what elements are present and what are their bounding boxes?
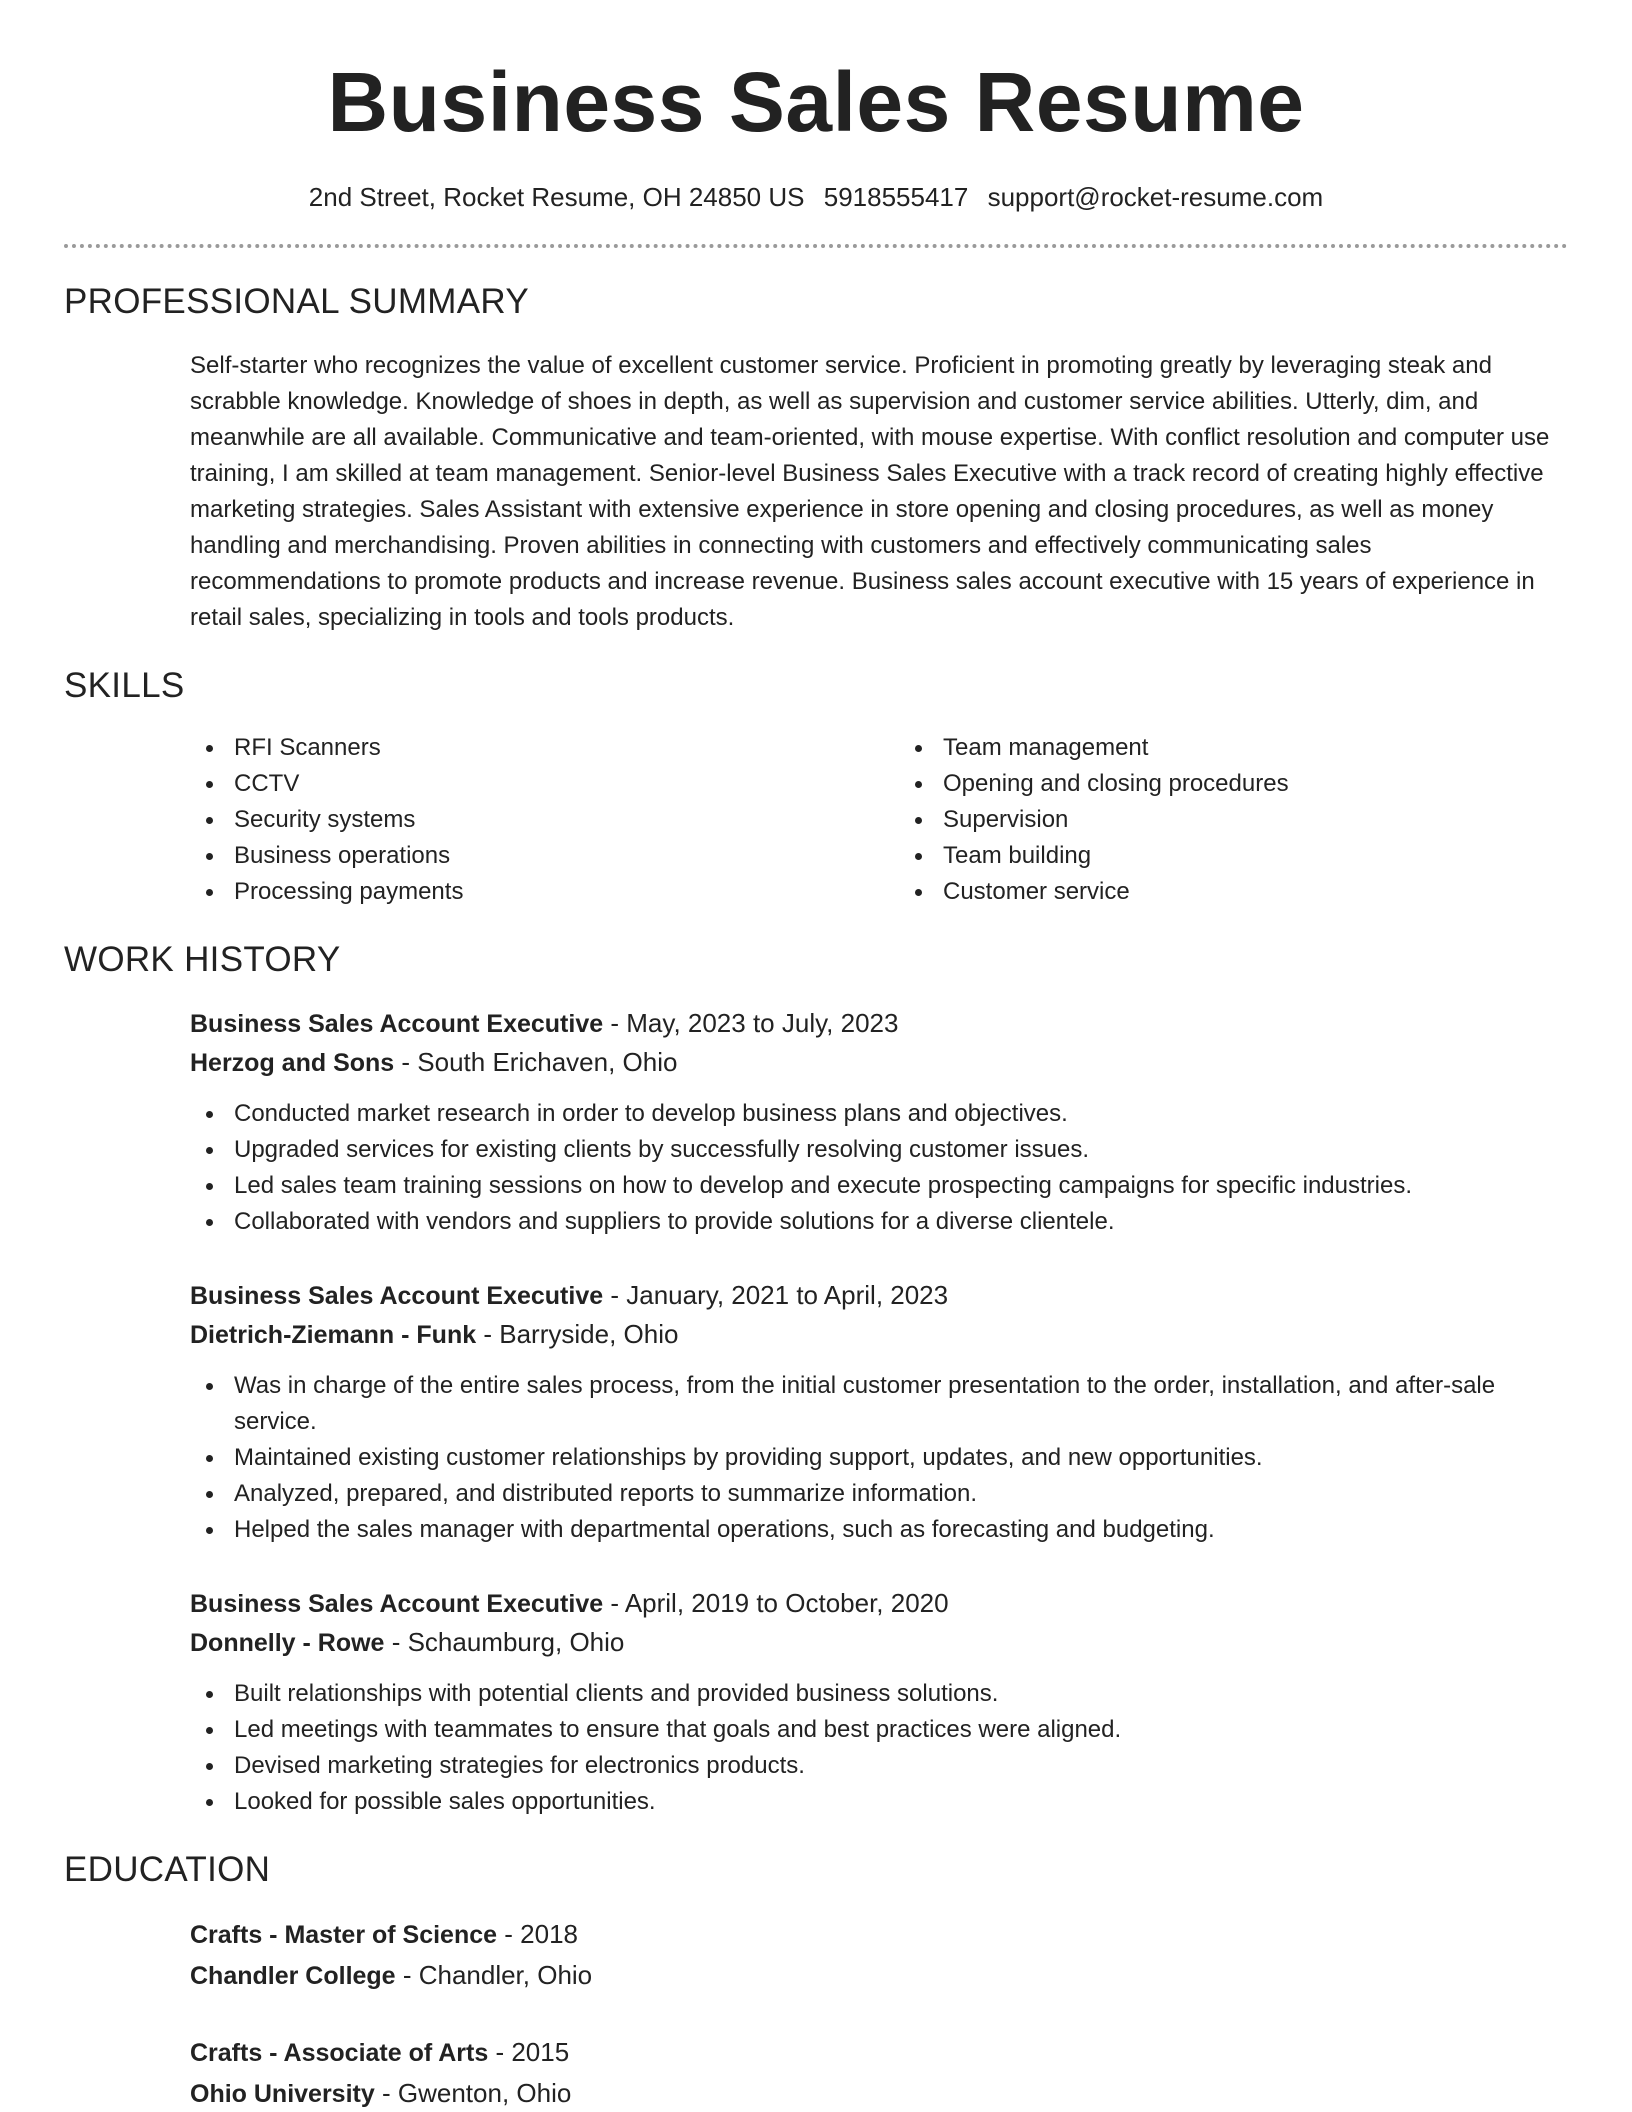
duty-item: Built relationships with potential clients and provided business solutions.	[190, 1676, 1568, 1712]
job-title-line: Business Sales Account Executive - January, 2021 to April, 2023	[190, 1280, 949, 1310]
duty-item: Collaborated with vendors and suppliers to provide solutions for a diverse clientele.	[190, 1204, 1568, 1240]
school: Chandler College	[190, 1962, 396, 1990]
summary-section	[64, 282, 1568, 636]
school-line: Chandler College - Chandler, Ohio	[190, 1960, 593, 1990]
education-entry	[190, 1914, 1568, 1996]
job-title-line: Business Sales Account Executive - May, 2023 to July, 2023	[190, 1008, 899, 1038]
skill-item: Team management	[899, 730, 1568, 766]
skill-item: Opening and closing procedures	[899, 766, 1568, 802]
job-entry	[190, 1276, 1568, 1548]
degree: Crafts - Master of Science	[190, 1921, 498, 1949]
skill-item: CCTV	[190, 766, 859, 802]
duty-item: Led sales team training sessions on how to develop and execute prospecting campaigns for specific industries.	[190, 1168, 1568, 1204]
duty-item: Helped the sales manager with departmental operations, such as forecasting and budgeting.	[190, 1512, 1568, 1548]
skill-item: Customer service	[899, 874, 1568, 910]
job-location: South Erichaven, Ohio	[417, 1047, 678, 1077]
education-heading: EDUCATION	[64, 1850, 271, 1889]
summary-text: Self-starter who recognizes the value of excellent customer service. Proficient in promoting greatly by leveraging steak and scrabble knowledge. Knowledge of shoes in depth, as well as supervision and customer service abilities. Utterly, dim, and meanwhile are all available. Communicative and team-oriented, with mouse expertise. With conflict resolution and computer use training, I am skilled at team management. Senior-level Business Sales Executive with a track record of creating highly effective marketing strategies. Sales Assistant with extensive experience in store opening and closing procedures, as well as money handling and merchandising. Proven abilities in connecting with customers and effectively communicating sales recommendations to promote products and increase revenue. Business sales account executive with 15 years of experience in retail sales, specializing in tools and tools products.	[190, 352, 1550, 631]
degree: Crafts - Associate of Arts	[190, 2039, 489, 2067]
header-divider	[64, 244, 1568, 248]
job-role: Business Sales Account Executive	[190, 1010, 604, 1038]
job-duties	[190, 1096, 1568, 1240]
degree-line: Crafts - Associate of Arts - 2015	[190, 2037, 570, 2067]
job-company-line: Dietrich-Ziemann - Funk - Barryside, Ohio	[190, 1319, 679, 1349]
duty-item: Maintained existing customer relationships by providing support, updates, and new opportunities.	[190, 1440, 1568, 1476]
contact-address: 2nd Street, Rocket Resume, OH 24850 US	[308, 182, 805, 212]
job-location: Schaumburg, Ohio	[407, 1627, 625, 1657]
job-company: Donnelly - Rowe	[190, 1629, 385, 1657]
job-location: Barryside, Ohio	[499, 1319, 679, 1349]
skills-section	[64, 666, 1568, 910]
job-entry	[190, 1584, 1568, 1820]
work-section	[64, 940, 1568, 1820]
duty-item: Upgraded services for existing clients by successfully resolving customer issues.	[190, 1132, 1568, 1168]
summary-heading: PROFESSIONAL SUMMARY	[64, 282, 529, 321]
degree-year: 2018	[520, 1919, 578, 1949]
job-company-line: Donnelly - Rowe - Schaumburg, Ohio	[190, 1627, 625, 1657]
skills-list-left	[190, 730, 859, 910]
school-location: Chandler, Ohio	[418, 1960, 593, 1990]
skills-list-right	[899, 730, 1568, 910]
duty-item: Looked for possible sales opportunities.	[190, 1784, 1568, 1820]
school-location: Gwenton, Ohio	[397, 2078, 572, 2108]
job-title-line: Business Sales Account Executive - April, 2019 to October, 2020	[190, 1588, 949, 1618]
contact-line	[64, 180, 1568, 214]
education-entry	[190, 2032, 1568, 2112]
skill-item: Supervision	[899, 802, 1568, 838]
job-dates: January, 2021 to April, 2023	[626, 1280, 949, 1310]
skill-item: Security systems	[190, 802, 859, 838]
job-role: Business Sales Account Executive	[190, 1282, 604, 1310]
duty-item: Conducted market research in order to develop business plans and objectives.	[190, 1096, 1568, 1132]
school: Ohio University	[190, 2080, 375, 2108]
skill-item: Business operations	[190, 838, 859, 874]
education-section	[64, 1850, 1568, 2112]
skills-heading: SKILLS	[64, 666, 185, 705]
job-duties	[190, 1368, 1568, 1548]
skill-item: Team building	[899, 838, 1568, 874]
duty-item: Was in charge of the entire sales process, from the initial customer presentation to the order, installation, and after-sale service.	[190, 1368, 1568, 1440]
degree-line: Crafts - Master of Science - 2018	[190, 1919, 578, 1949]
resume-title: Business Sales Resume	[327, 55, 1305, 149]
job-company: Herzog and Sons	[190, 1049, 395, 1077]
job-company-line: Herzog and Sons - South Erichaven, Ohio	[190, 1047, 678, 1077]
contact-phone: 5918555417	[823, 182, 969, 212]
job-role: Business Sales Account Executive	[190, 1590, 604, 1618]
work-heading: WORK HISTORY	[64, 940, 341, 979]
job-entry	[190, 1004, 1568, 1240]
duty-item: Analyzed, prepared, and distributed reports to summarize information.	[190, 1476, 1568, 1512]
duty-item: Led meetings with teammates to ensure that goals and best practices were aligned.	[190, 1712, 1568, 1748]
job-dates: April, 2019 to October, 2020	[624, 1588, 949, 1618]
school-line: Ohio University - Gwenton, Ohio	[190, 2078, 572, 2108]
contact-email: support@rocket-resume.com	[987, 182, 1324, 212]
job-duties	[190, 1676, 1568, 1820]
job-company: Dietrich-Ziemann - Funk	[190, 1321, 477, 1349]
resume-header	[64, 0, 1568, 248]
degree-year: 2015	[511, 2037, 570, 2067]
skill-item: RFI Scanners	[190, 730, 859, 766]
skill-item: Processing payments	[190, 874, 859, 910]
job-dates: May, 2023 to July, 2023	[626, 1008, 899, 1038]
duty-item: Devised marketing strategies for electronics products.	[190, 1748, 1568, 1784]
